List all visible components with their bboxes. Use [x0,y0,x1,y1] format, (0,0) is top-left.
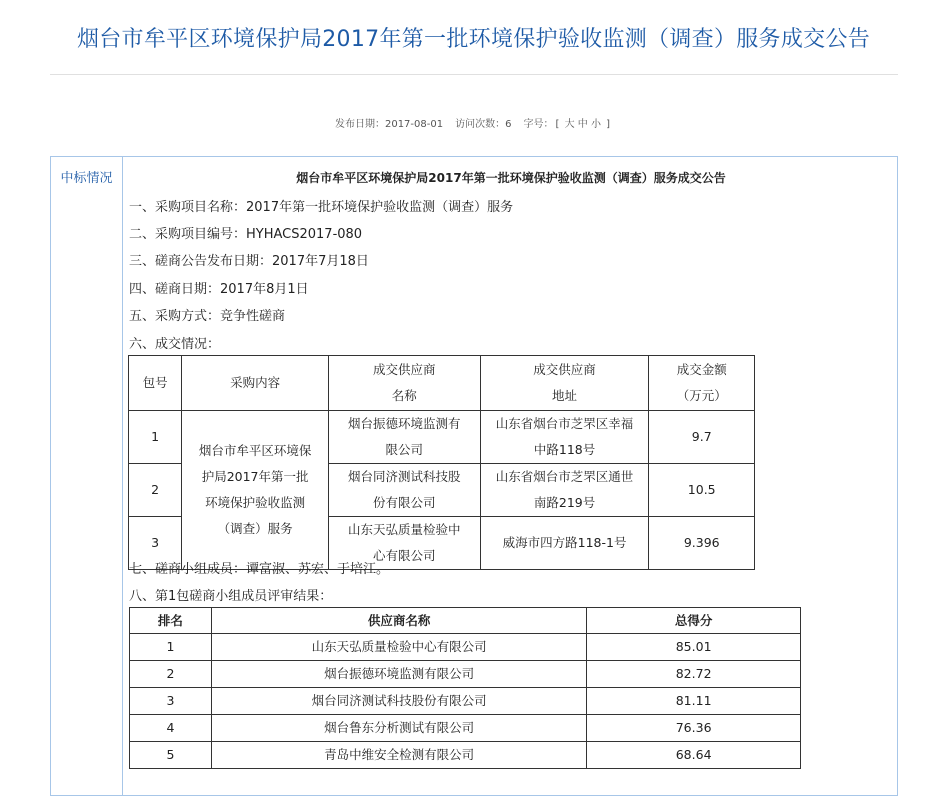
rank-cell: 3 [130,688,212,715]
announcement-title: 烟台市牟平区环境保护局2017年第一批环境保护验收监测（调查）服务成交公告 [296,171,726,185]
supplier-name-header: 成交供应商 名称 [328,356,480,411]
amount-cell: 9.7 [649,411,755,464]
publish-date-label: 发布日期： [334,119,385,130]
package-cell: 2 [129,464,182,517]
visit-count-label: 访问次数： [455,119,506,130]
project-name-line: 一、采购项目名称：2017年第一批环境保护验收监测（调查）服务 [129,200,514,215]
score-cell: 82.72 [587,661,801,688]
table-row [130,742,801,769]
supplier-cell: 烟台同济测试科技股份有限公司 [211,688,586,715]
font-size-large-link[interactable]: 大 [564,119,575,130]
font-size-medium-link[interactable]: 中 [577,119,588,130]
score-cell: 68.64 [587,742,801,769]
supplier-cell: 烟台鲁东分析测试有限公司 [211,715,586,742]
deal-status-heading: 六、成交情况： [129,337,221,352]
amount-cell: 9.396 [649,517,755,570]
rank-cell: 2 [130,661,212,688]
table-row [129,411,755,464]
section-label: 中标情况 [51,157,123,795]
supplier-address-cell: 威海市四方路118-1号 [480,517,649,570]
supplier-name-cell: 烟台振德环境监测有 限公司 [328,411,480,464]
project-number-line: 二、采购项目编号：HYHACS2017-080 [129,227,363,242]
negotiation-date-line: 四、磋商日期：2017年8月1日 [129,282,309,297]
deal-table [128,355,755,570]
supplier-address-header: 成交供应商 地址 [480,356,649,411]
deal-table-header [129,356,755,411]
table-row [130,634,801,661]
package-header: 包号 [129,356,182,411]
score-table-header [130,608,801,634]
font-size-bracket-close: ] [606,119,611,130]
supplier-address-cell: 山东省烟台市芝罘区通世 南路219号 [480,464,649,517]
score-cell: 76.36 [587,715,801,742]
font-size-small-link[interactable]: 小 [590,119,601,130]
procurement-method-line: 五、采购方式：竞争性磋商 [129,309,286,324]
package-cell: 3 [129,517,182,570]
visit-count: 6 [505,119,512,130]
meta-bar [0,115,947,130]
content-cell: 烟台市牟平区环境保 护局2017年第一批 环境保护验收监测 （调查）服务 [182,411,329,570]
score-header: 总得分 [587,608,801,634]
supplier-cell: 山东天弘质量检验中心有限公司 [211,634,586,661]
score-cell: 85.01 [587,634,801,661]
supplier-header: 供应商名称 [211,608,586,634]
page-title: 烟台市牟平区环境保护局2017年第一批环境保护验收监测（调查）服务成交公告 [76,27,871,52]
committee-members-line: 七、磋商小组成员：谭富淑、苏宏、于培江。 [129,562,390,577]
font-size-label: 字号： [523,119,554,130]
score-cell: 81.11 [587,688,801,715]
rank-cell: 5 [130,742,212,769]
content-header: 采购内容 [182,356,329,411]
publish-date: 2017-08-01 [384,119,444,130]
supplier-address-cell: 山东省烟台市芝罘区幸福 中路118号 [480,411,649,464]
score-table [129,607,801,769]
content-panel [50,156,898,796]
table-row [130,661,801,688]
rank-cell: 1 [130,634,212,661]
amount-cell: 10.5 [649,464,755,517]
rank-cell: 4 [130,715,212,742]
table-row [130,715,801,742]
notice-date-line: 三、磋商公告发布日期：2017年7月18日 [129,254,369,269]
amount-header: 成交金额 （万元） [649,356,755,411]
supplier-cell: 烟台振德环境监测有限公司 [211,661,586,688]
supplier-cell: 青岛中维安全检测有限公司 [211,742,586,769]
table-row [130,688,801,715]
rank-header: 排名 [130,608,212,634]
package-cell: 1 [129,411,182,464]
supplier-name-cell: 山东天弘质量检验中 心有限公司 [328,517,480,570]
title-divider [50,74,898,75]
review-result-heading: 八、第1包磋商小组成员评审结果： [129,589,333,604]
font-size-bracket-open: [ [555,119,560,130]
supplier-name-cell: 烟台同济测试科技股 份有限公司 [328,464,480,517]
